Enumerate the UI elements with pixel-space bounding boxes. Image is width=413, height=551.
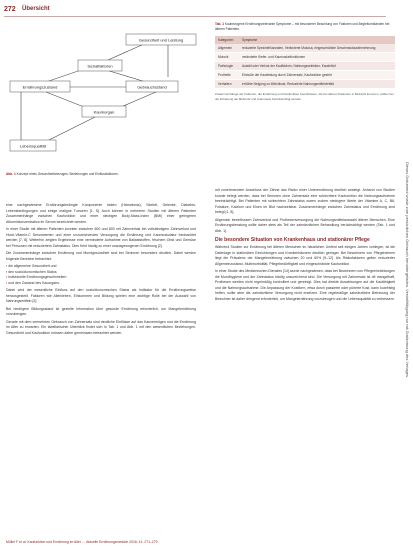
- paragraph: Gerade mit dem vermehrten Gebrauch von Zahnersatz sind deutliche Einflüsse auf das Kauvermögen und die Ernährung im Alter zu erwarten. Ein tabellarischer Überblick findet sich in Tab. 1 und Abb. 1 mit den wesentlichen Beziehungen. Gesundheit und Kaufunktion müssen daher gemeinsam betrachtet werden.: [6, 319, 196, 335]
- table-row: [215, 44, 395, 53]
- table-row: [215, 80, 395, 89]
- table-cell: Einbuße der Kauleistung durch Zahnersatz, Kaufunktion gestört: [239, 71, 395, 80]
- subheading: Die besondere Situation von Krankenhaus und stationärer Pflege: [215, 237, 370, 243]
- table-cell: Allgemein: [215, 44, 239, 53]
- table-row: [215, 53, 395, 62]
- node-sozialfaktoren-label: Sozialfaktoren: [87, 63, 113, 69]
- table-cell: Pathologie: [215, 62, 239, 71]
- table-caption: [215, 22, 395, 32]
- paragraph: Allgemein beeinflussen Zahnverlust und Prothesenversorgung die Nahrungsmittelauswahl älterer Menschen. Eine Ernährungsberatung sollte daher stets als Teil der zahnärztlichen Behandlung berücksichtigt werden (Tab. 1 und Abb. 1).: [215, 217, 395, 233]
- paragraph: Die Zusammenhänge zwischen Ernährung und Mundgesundheit sind bei Senioren besonders deutlich. Dabei werden folgende Bereiche betrachtet:: [6, 251, 196, 261]
- page-number: 272: [4, 6, 16, 13]
- header-divider: [4, 16, 386, 17]
- paragraph: Dabei wird der wesentliche Einfluss auf den sozioökonomischen Status als Indikator für die Ernährungsweise herausgestellt. Faktoren wie Alleinleben, Einkommen und Bildung spielen eine wichtige Rolle bei der Auswahl von Nahrungsmitteln [2].: [6, 288, 196, 303]
- table-caption-label: Tab. 1: [215, 22, 224, 26]
- figure-caption-text: Konzept eines Gesundheitsbezuges. Beziehungen und Einflussfaktoren.: [16, 172, 119, 176]
- list-item: ▪ und den Zustand des Kauorgans.: [6, 281, 196, 287]
- node-lebensqualitaet-label: Lebensqualität: [19, 143, 47, 149]
- paragraph: eine nachgewiesene Ernährungsbedingte Komponente haben (Hämatuma), Skelett, Gelenke, Diabetes, Lebensbedingungen und einige maligne Tumoren [1, 5]. Auch können in mehreren Studien mit älteren Patienten Zusammenhänge zwischen Kaufunktion und einer niedrigen Body-Mass-Index (BMI) einer geringeren Albuminkonzentration im Serum bezeichnet werden.: [6, 203, 196, 224]
- table-header-row: [215, 36, 395, 44]
- table-cell: erhöhte Neigung zu Weichkost, Reduzierte Nahrungsmittelvielfalt: [239, 80, 395, 89]
- left-column: [6, 203, 196, 338]
- node-gesundheit-label: Gesundheit und Leistung: [138, 37, 184, 43]
- table-note: Zusammenhänge der Faktoren, die Ernährung und Kaufunktion beeinflussen, die bei älteren Patienten in Betracht kommen, sollten bei der Erhebung der Befunde und Anamnese berücksichtigt werden.: [215, 92, 394, 101]
- concept-diagram: [6, 22, 210, 172]
- bullet-list: [6, 264, 196, 286]
- node-kaumorgan-label: Kaumorgan: [93, 109, 115, 115]
- table-row: [215, 71, 395, 80]
- paragraph: Während Studien zur Ernährung bei älteren Menschen im häuslichen Umfeld seit einigen Jahren vorliegen, ist die Datenlage in stationären Einrichtungen und Krankenhäusern deutlich geringer. Bei Bewohnern von Pflegeheimen liegt die Prävalenz der Mangelernährung zwischen 20 und 60% [9–12]. Als Risikofaktoren gelten reduzierter Allgemeinzustand, Multimorbidität, Pflegebedürftigkeit und eingeschränkte Kaufunktion.: [215, 245, 395, 266]
- table-cell: reduzierte Speichelflussraten, Veränderte Mukosa, eingeschränkte Geschmackswahrnehmung: [239, 44, 395, 53]
- figure-caption-label: Abb. 1: [6, 172, 16, 176]
- node-gebrauchsstand-label: Gebrauchsstand: [137, 84, 167, 90]
- symptom-table: [215, 36, 395, 89]
- table-cell: Ausfall oder Verlust der Kauflächen, Nahrungsselektion, Kaudefizit: [239, 62, 395, 71]
- node-ernaehrungszustand-label: Ernährungszustand: [22, 84, 58, 90]
- table-cell: Prothetik: [215, 71, 239, 80]
- table-cell: veränderte Kiefer- und Kaumuskelfunktionen: [239, 53, 395, 62]
- table-header: Symptome: [239, 36, 395, 44]
- figure-caption: [6, 172, 210, 177]
- symptom-table-box: [215, 22, 395, 101]
- paragraph: In einer Studie mit älteren Patienten konnten zwischen 600 und 800 mit Zahnverlust bei vollständigem Zahnverlust und Hoch-Vitamin-C Serumwerten und einer unzureichenden Versorgung die Ernährung und Kaumuskulatur beobachtet werden [7, 8]. Weiterhin zeigten Ergebnisse eine verminderte Aufnahme von Ballaststoffen, frischem Obst und Gemüse bei Personen mit reduziertem Zahnstatus. Dies führt häufig zu einer unausgewogenen Ernährung [2].: [6, 227, 196, 248]
- paragraph: In einer Studie des Medizinischen Dienstes [14] wurde nachgewiesen, dass bei Bewohnern von Pflegeeinrichtungen die Mundhygiene und der Zahnstatus häufig unzureichend sind. Die Versorgung mit Zahnersatz ist oft mangelhaft, Prothesen werden nicht regelmäßig kontrolliert und gereinigt. Dies hat direkte Auswirkungen auf die Kaufähigkeit und die Nahrungsaufnahme. Die Anpassung der Kostform, etwa durch passierte oder pürierte Kost, kann kurzfristig helfen, sollte aber die zahnärztliche Versorgung nicht ersetzen. Eine regelmäßige zahnärztliche Betreuung der Bewohner ist daher dringend erforderlich, um Mangelernährung vorzubeugen und die Lebensqualität zu verbessern.: [215, 269, 395, 301]
- list-item: ▪ den sozioökonomischen Status: [6, 270, 196, 276]
- paragraph: Bei niedrigem Bildungsstand ist gezielte Information über gesunde Ernährung erforderlich, um Mangelernährung vorzubeugen.: [6, 306, 196, 316]
- section-title: Übersicht: [22, 6, 50, 12]
- table-cell: Verhalten: [215, 80, 239, 89]
- list-item: ▪ die allgemeine Gesundheit und: [6, 264, 196, 270]
- right-column: [215, 188, 395, 304]
- table-row: [215, 62, 395, 71]
- table-caption-text: Kaubezogene Ernährungsrelevante Symptome – mit besonderer Beachtung von Faktoren und Begleitumständen bei älteren Patienten.: [215, 22, 390, 31]
- list-item: ▪ individuelle Ernährungsgewohnheiten: [6, 275, 196, 281]
- table-cell: Motorik: [215, 53, 239, 62]
- copyright-side-text: Dieses Dokument wurde zum persönlichen Gebrauch heruntergeladen. Vervielfältigung nur mit Zustimmung des Verlages.: [405, 161, 410, 379]
- paragraph: mit zunehmendem Anschluss der Zähne das Risiko einer Unterernährung deutlich ansteigt. Anhand von Studien konnte belegt werden, dass bei Senioren ohne Zahnersatz eine schlechtere Kaufunktion die Nahrungsaufnahme beeinträchtigt. Bei Patienten mit schlechtem Zahnstatus waren zudem niedrigere Werte der Vitamine A, C, B6, Folsäure, Kalzium und Eisen im Blut nachweisbar. Zusammenhänge zwischen Zahnstatus und Ernährung sind belegt [1, 8].: [215, 188, 395, 214]
- table-header: Kategorien: [215, 36, 239, 44]
- page-footer: Müller F et al. Kaufunktion und Ernährung im Alter … Aktuelle Ernährungsmedizin 2016; 41: 271–279: [6, 540, 158, 544]
